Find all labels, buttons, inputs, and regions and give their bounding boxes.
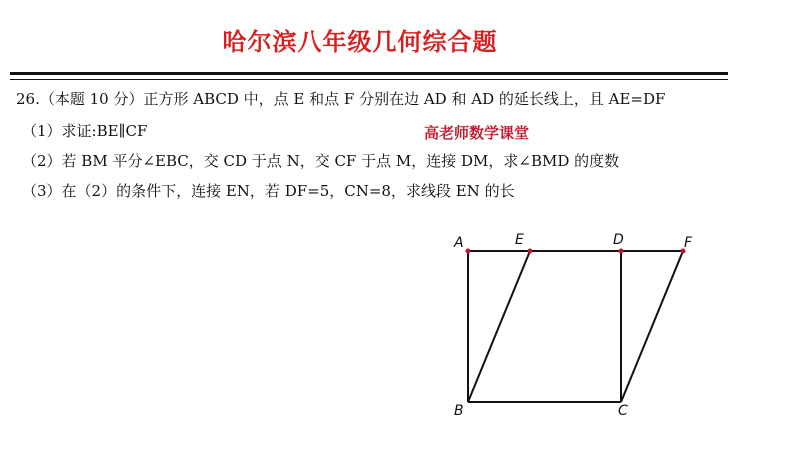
- segment-BE: [468, 251, 530, 402]
- label-B: B: [454, 403, 464, 419]
- page-title: 哈尔滨八年级几何综合题: [222, 27, 498, 56]
- point-A: [466, 249, 471, 254]
- label-F: F: [684, 235, 693, 251]
- problem-part-1: （1）求证:BE∥CF: [22, 122, 148, 140]
- point-D: [619, 249, 624, 254]
- label-E: E: [515, 232, 524, 248]
- problem-part-3: （3）在（2）的条件下，连接 EN，若 DF=5，CN=8，求线段 EN 的长: [22, 182, 515, 200]
- problem-statement: 26.（本题 10 分）正方形 ABCD 中，点 E 和点 F 分别在边 AD 和 AD 的延长线上，且 AE=DF: [16, 90, 666, 108]
- segment-CF: [621, 251, 683, 402]
- label-C: C: [618, 403, 628, 419]
- label-D: D: [613, 232, 624, 248]
- point-E: [528, 249, 533, 254]
- label-A: A: [454, 235, 464, 251]
- problem-part-2: （2）若 BM 平分∠EBC，交 CD 于点 N，交 CF 于点 M，连接 DM，求∠BMD 的度数: [22, 152, 620, 170]
- watermark-text: 高老师数学课堂: [424, 124, 530, 142]
